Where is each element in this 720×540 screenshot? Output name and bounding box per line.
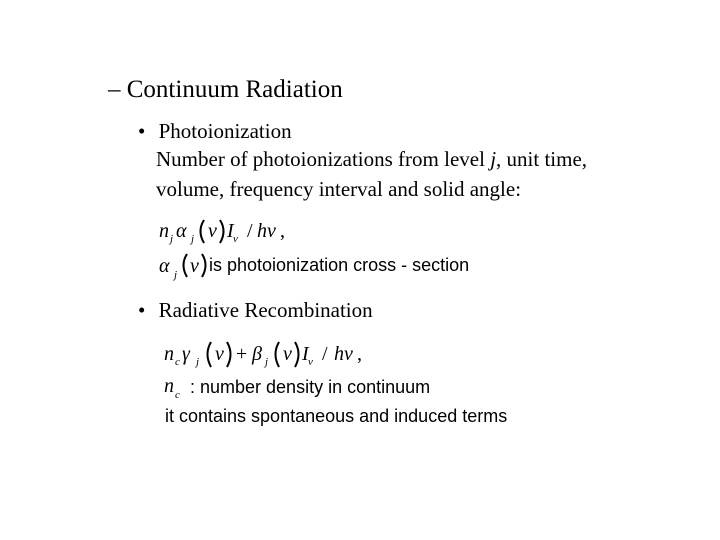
nc-definition [164, 372, 430, 402]
cross-section-text: is photoionization cross - section [209, 254, 470, 275]
svg-text:/: / [322, 343, 328, 365]
svg-text:j: j [170, 233, 174, 245]
svg-text:j: j [265, 356, 269, 368]
section-dash: – [108, 76, 121, 103]
photoionization-description-line1 [156, 145, 587, 173]
section-title: Continuum Radiation [126, 76, 343, 103]
description-text: Number of photoionizations from level [156, 147, 491, 171]
description-text-end: , unit time, [496, 147, 588, 171]
svg-text:c: c [175, 356, 180, 368]
svg-text:ν: ν [233, 233, 238, 245]
photoionization-heading: Photoionization [158, 119, 292, 143]
section-heading [108, 76, 343, 104]
svg-text:/: / [247, 220, 253, 242]
svg-text:+: + [236, 343, 248, 365]
svg-text:ν: ν [190, 255, 199, 277]
level-symbol: j [490, 147, 497, 171]
bullet-icon: • [138, 298, 146, 322]
photoionization-rate-formula [159, 212, 359, 248]
nc-definition-text: : number density in continuum [190, 376, 431, 397]
svg-text:n: n [159, 220, 169, 242]
svg-text:hν: hν [257, 220, 276, 242]
svg-text:c: c [175, 389, 180, 401]
bullet-photoionization [138, 117, 292, 145]
svg-text:,: , [280, 220, 285, 242]
terms-note: it contains spontaneous and induced terms [165, 406, 508, 426]
svg-text:ν: ν [215, 343, 224, 365]
svg-text:j: j [196, 356, 200, 368]
svg-text:γ: γ [182, 343, 190, 365]
svg-text:I: I [302, 343, 309, 365]
alpha-nu-symbol [159, 248, 207, 282]
svg-text:j: j [174, 269, 178, 281]
svg-text:β: β [252, 343, 262, 365]
recombination-heading: Radiative Recombination [158, 298, 373, 322]
svg-text:n: n [164, 343, 174, 365]
svg-text:α: α [176, 220, 187, 242]
svg-text:hν: hν [334, 343, 353, 365]
svg-text:ν: ν [208, 220, 217, 242]
photoionization-description-line2: volume, frequency interval and solid angle: [156, 177, 522, 201]
recombination-rate-formula [164, 336, 404, 372]
svg-text:α: α [159, 255, 170, 277]
svg-text:,: , [357, 343, 362, 365]
recombination-rate-equation [164, 336, 404, 372]
photoionization-rate-equation [159, 212, 359, 248]
bullet-radiative-recombination [138, 296, 373, 324]
svg-text:ν: ν [308, 356, 313, 368]
svg-text:j: j [191, 233, 195, 245]
svg-text:ν: ν [283, 343, 292, 365]
svg-text:n: n [164, 375, 174, 397]
cross-section-definition [159, 248, 469, 282]
svg-text:I: I [227, 220, 234, 242]
nc-symbol [164, 372, 188, 402]
bullet-icon: • [138, 119, 146, 143]
